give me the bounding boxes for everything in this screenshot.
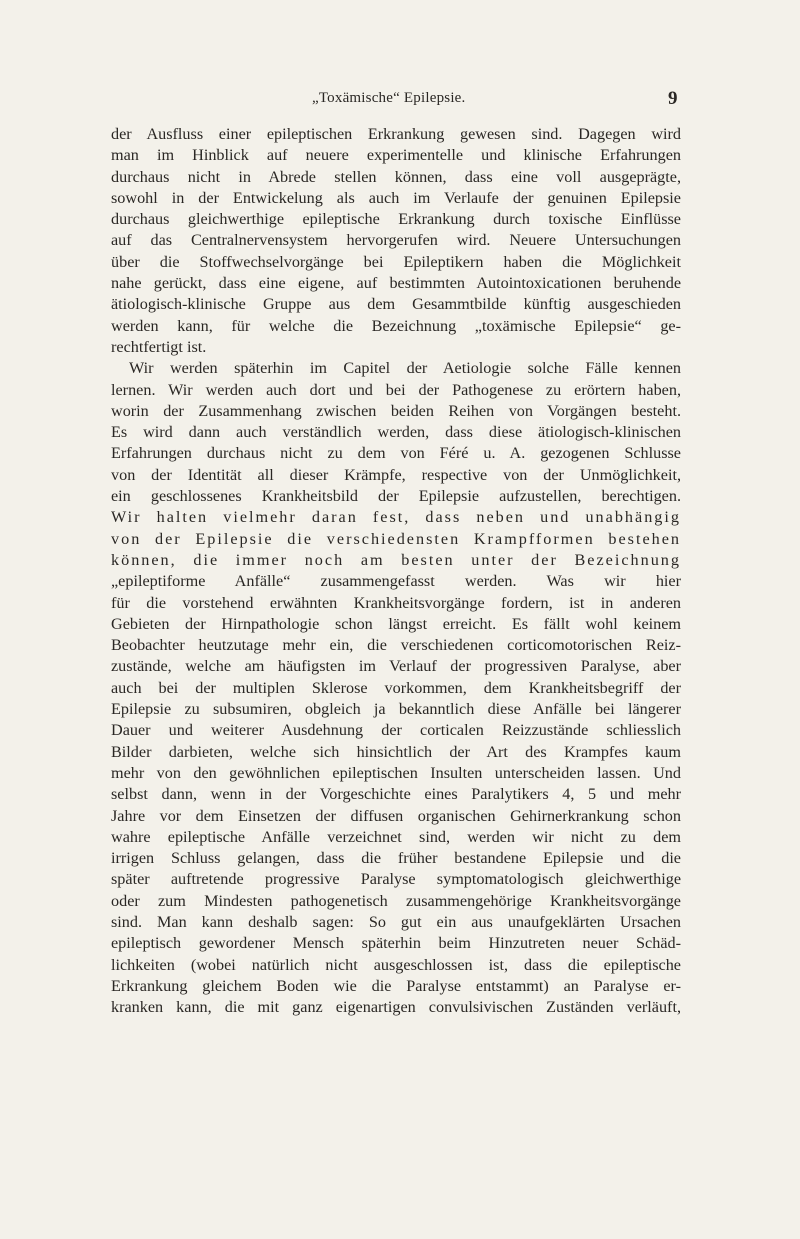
text-line: Dauer und weiterer Ausdehnung der corticalen Reizzustände schliesslich (111, 721, 681, 740)
text-line: „epileptiforme Anfälle“ zusammengefasst werden. Was wir hier (111, 572, 681, 591)
text-line: sowohl in der Entwickelung als auch im Verlaufe der genuinen Epilepsie (111, 188, 681, 207)
text-line: Jahre vor dem Einsetzen der diffusen organischen Gehirnerkrankung schon (111, 806, 681, 825)
text-line: lichkeiten (wobei natürlich nicht ausgeschlossen ist, dass die epileptische (111, 955, 681, 974)
text-line: für die vorstehend erwähnten Krankheitsvorgänge fordern, ist in anderen (111, 593, 681, 612)
text-line: rechtfertigt ist. (111, 337, 207, 356)
text-line: auf das Centralnervensystem hervorgerufen wird. Neuere Untersuchungen (111, 231, 681, 250)
text-line: Gebieten der Hirnpathologie schon längst erreicht. Es fällt wohl keinem (111, 614, 681, 633)
text-line: Erfahrungen durchaus nicht zu dem von Féré u. A. gezogenen Schlusse (111, 444, 681, 463)
text-line: Wir halten vielmehr daran fest, dass neben und unabhängig (111, 508, 681, 527)
text-line: Epilepsie zu subsumiren, obgleich ja bekanntlich diese Anfälle bei längerer (111, 700, 681, 719)
text-line: irrigen Schluss gelangen, dass die früher bestandene Epilepsie und die (111, 849, 681, 868)
text-line: nahe gerückt, dass eine eigene, auf bestimmten Autointoxicationen beruhende (111, 274, 681, 293)
text-line: sind. Man kann deshalb sagen: So gut ein aus unaufgeklärten Ursachen (111, 912, 681, 931)
text-line: der Ausfluss einer epileptischen Erkrankung gewesen sind. Dagegen wird (111, 125, 681, 143)
text-line: ein geschlossenes Krankheitsbild der Epilepsie aufzustellen, berechtigen. (111, 487, 681, 506)
text-line: Bilder darbieten, welche sich hinsichtlich der Art des Krampfes kaum (111, 742, 681, 761)
text-line: über die Stoffwechselvorgänge bei Epileptikern haben die Möglichkeit (111, 252, 681, 271)
page-number: 9 (668, 88, 678, 109)
text-line: selbst dann, wenn in der Vorgeschichte eines Paralytikers 4, 5 und mehr (111, 785, 681, 804)
text-line: kranken kann, die mit ganz eigenartigen convulsivischen Zuständen verläuft, (111, 998, 681, 1017)
text-line: Beobachter heutzutage mehr ein, die verschiedenen corticomotorischen Reiz- (111, 636, 681, 655)
text-line: von der Identität all dieser Krämpfe, respective von der Unmöglichkeit, (111, 465, 681, 484)
text-line: ätiologisch-klinische Gruppe aus dem Gesammtbilde künftig ausgeschieden (111, 295, 681, 314)
text-line: können, die immer noch am besten unter der Bezeichnung (111, 550, 681, 569)
text-line: Es wird dann auch verständlich werden, dass diese ätiologisch-klinischen (111, 423, 681, 442)
text-line: auch bei der multiplen Sklerose vorkommen, dem Krankheitsbegriff der (111, 678, 681, 697)
text-line: von der Epilepsie die verschiedensten Krampfformen bestehen (111, 529, 681, 548)
text-line: Wir werden späterhin im Capitel der Aetiologie solche Fälle kennen (129, 359, 681, 378)
text-line: worin der Zusammenhang zwischen beiden Reihen von Vorgängen besteht. (111, 401, 681, 420)
text-line: mehr von den gewöhnlichen epileptischen Insulten unterscheiden lassen. Und (111, 763, 681, 782)
text-line: oder zum Mindesten pathogenetisch zusammengehörige Krankheitsvorgänge (111, 891, 681, 910)
text-line: später auftretende progressive Paralyse symptomatologisch gleichwerthige (111, 870, 681, 889)
text-line: lernen. Wir werden auch dort und bei der Pathogenese zu erörtern haben, (111, 380, 681, 399)
text-line: durchaus nicht in Abrede stellen können, dass eine voll ausgeprägte, (111, 167, 681, 186)
text-line: durchaus gleichwerthige epileptische Erkrankung durch toxische Einflüsse (111, 210, 681, 229)
text-line: epileptisch gewordener Mensch späterhin beim Hinzutreten neuer Schäd- (111, 934, 681, 953)
text-line: werden kann, für welche die Bezeichnung „toxämische Epilepsie“ ge- (111, 316, 681, 335)
running-title: „Toxämische“ Epilepsie. (312, 90, 466, 106)
text-line: Erkrankung gleichem Boden wie die Paralyse entstammt) an Paralyse er- (111, 976, 681, 995)
page-header (0, 88, 800, 112)
text-line: man im Hinblick auf neuere experimentelle und klinische Erfahrungen (111, 146, 681, 165)
text-line: wahre epileptische Anfälle verzeichnet sind, werden wir nicht zu dem (111, 827, 681, 846)
body-text (111, 124, 681, 1018)
text-line: zustände, welche am häufigsten im Verlauf der progressiven Paralyse, aber (111, 657, 681, 676)
